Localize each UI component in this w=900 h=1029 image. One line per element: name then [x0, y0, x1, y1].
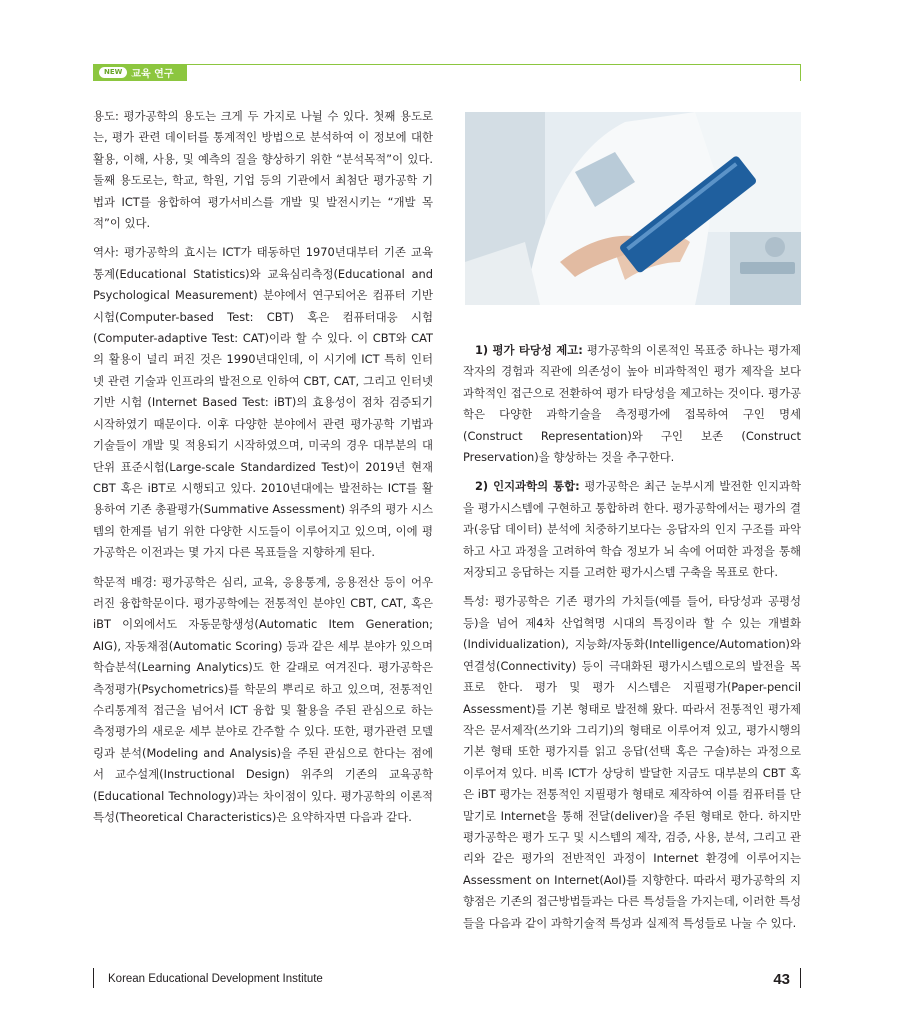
item-validity-body: 평가공학의 이론적인 목표중 하나는 평가제작자의 경험과 직관에 의존성이 높아 비과학적인 평가 제작을 보다 과학적인 접근으로 전환하여 평가 타당성을 제고하는 것이다. 평가공학은 다양한 과학기술을 측정평가에 접목하여 구인 명세 (Construct Representation)와 구인 보존 (Construct Preservation)을 향상하는 것을 추구한다.: [463, 343, 802, 465]
left-column: [93, 106, 433, 836]
page-number: 43: [773, 971, 790, 988]
right-column: [463, 340, 801, 942]
paragraph-history: 역사: 평가공학의 효시는 ICT가 태동하던 1970년대부터 기존 교육통계(Educational Statistics)와 교육심리측정(Educational and Psychological Measurement) 분야에서 연구되어온 컴퓨터 기반 시험(Computer-based Test: CBT) 혹은 컴퓨터대응 시험(Computer-adaptive Test: CAT)이라 할 수 있다. 이 CBT와 CAT의 활용이 널리 퍼진 것은 1990년대인데, 이 시기에 ICT 특히 인터넷 관련 기술과 인프라의 발전으로 인하여 CBT, CAT, 그리고 인터넷기반 시험 (Internet Based Test: iBT)의 효용성이 점차 검증되기 시작하였기 때문이다. 이후 다양한 분야에서 관련 평가공학 기법과 기술들이 개발 및 적용되기 시작하였으며, 미국의 경우 대부분의 대단위 표준시험(Large-scale Standardized Test)이 2019년 현재 CBT 혹은 iBT로 시행되고 있다. 2010년대에는 발전하는 ICT를 활용하여 기존 총괄평가(Summative Assessment) 위주의 평가 시스템의 한계를 넘기 위한 다양한 시도들이 이루어지고 있으며, 이에 평가공학은 이전과는 몇 가지 다른 목표들을 지향하게 된다.: [93, 245, 433, 560]
paragraph-features: 특성: 평가공학은 기존 평가의 가치들(예를 들어, 타당성과 공평성 등)을 넘어 제4차 산업혁명 시대의 특징이라 할 수 있는 개별화(Individualization), 지능화/자동화(Intelligence/Automation)와 연결성(Connectivity) 등이 극대화된 평가시스템으로의 발전을 목표로 한다. 평가 및 평가 시스템은 지필평가(Paper-pencil Assessment)를 기본 형태로 발전해 왔다. 따라서 전통적인 평가제작은 문서제작(쓰기와 그리기)의 형태로 이루어져 있고, 평가시행의 기본 형태 또한 평가지를 읽고 응답(선택 혹은 구술)하는 과정으로 이루어져 있다. 비록 ICT가 상당히 발달한 지금도 대부분의 CBT 혹은 iBT 평가는 전통적인 지필평가 형태로 제작하여 이를 컴퓨터를 단말기로 Internet을 통해 전달(deliver)을 주된 형태로 한다. 하지만 평가공학은 평가 도구 및 시스템의 제작, 검증, 사용, 분석, 그리고 관리와 같은 평가의 전반적인 과정이 Internet 환경에 이루어지는 Assessment on Internet(AoI)를 지향한다. 따라서 평가공학의 지향점은 기존의 접근방법들과는 다른 특성들을 가지는데, 이러한 특성들을 다음과 같이 과학기술적 특성과 실제적 특성들로 나눌 수 있다.: [463, 594, 801, 930]
item-validity: [463, 340, 801, 468]
new-badge: NEW: [99, 67, 127, 78]
item-validity-title: 1) 평가 타당성 제고:: [475, 343, 583, 357]
lab-photo: [465, 112, 801, 305]
paragraph-usage: 용도: 평가공학의 용도는 크게 두 가지로 나뉠 수 있다. 첫째 용도로는, 평가 관련 데이터를 통계적인 방법으로 분석하여 이 정보에 대한 활용, 이해, 사용, 및 예측의 질을 향상하기 위한 “분석목적”이 있다. 둘째 용도로는, 학교, 학원, 기업 등의 기관에서 최첨단 평가공학 기법과 ICT를 융합하여 평가서비스를 개발 및 발전시키는 “개발 목적”이 있다.: [93, 109, 433, 231]
section-tab: [93, 64, 187, 81]
lab-photo-illustration: [465, 112, 801, 305]
section-label: 교육 연구: [131, 69, 174, 80]
item-cognitive-science-body: 평가공학은 최근 눈부시게 발전한 인지과학을 평가시스템에 구현하고 통합하려 한다. 평가공학에서는 평가의 결과(응답 데이터) 분석에 치중하기보다는 응답자의 인지 구조를 파악하고 사고 과정을 고려하여 학습 정보가 뇌 속에 어떠한 과정을 통해 저장되고 응답하는 지를 고려한 평가시스템 구축을 목표로 한다.: [463, 479, 801, 580]
institute-name: Korean Educational Development Institute: [108, 973, 323, 985]
paragraph-academic-background: 학문적 배경: 평가공학은 심리, 교육, 응용통계, 응용전산 등이 어우러진 융합학문이다. 평가공학에는 전통적인 분야인 CBT, CAT, 혹은 iBT 이외에서도 자동문항생성(Automatic Item Generation; AIG), 자동채점(Automatic Scoring) 등과 같은 세부 분야가 있으며 학습분석(Learning Analytics)도 한 갈래로 여겨진다. 평가공학은 측정평가(Psychometrics)를 학문의 뿌리로 하고 있으며, 전통적인 수리통계적 접근을 넘어서 ICT 융합 및 활용을 주된 관심으로 하는 측정평가의 새로운 세부 분야로 간주할 수 있다. 또한, 평가관련 모델링과 분석(Modeling and Analysis)을 주된 관심으로 한다는 점에서 교수설계(Instructional Design) 위주의 기존의 교육공학(Educational Technology)과는 차이점이 있다. 평가공학의 이론적 특성(Theoretical Characteristics)은 요약하자면 다음과 같다.: [93, 574, 433, 824]
section-header: [93, 64, 801, 81]
page-footer: [93, 968, 801, 988]
item-cognitive-science-title: 2) 인지과학의 통합:: [475, 479, 580, 494]
item-cognitive-science: [463, 476, 801, 583]
